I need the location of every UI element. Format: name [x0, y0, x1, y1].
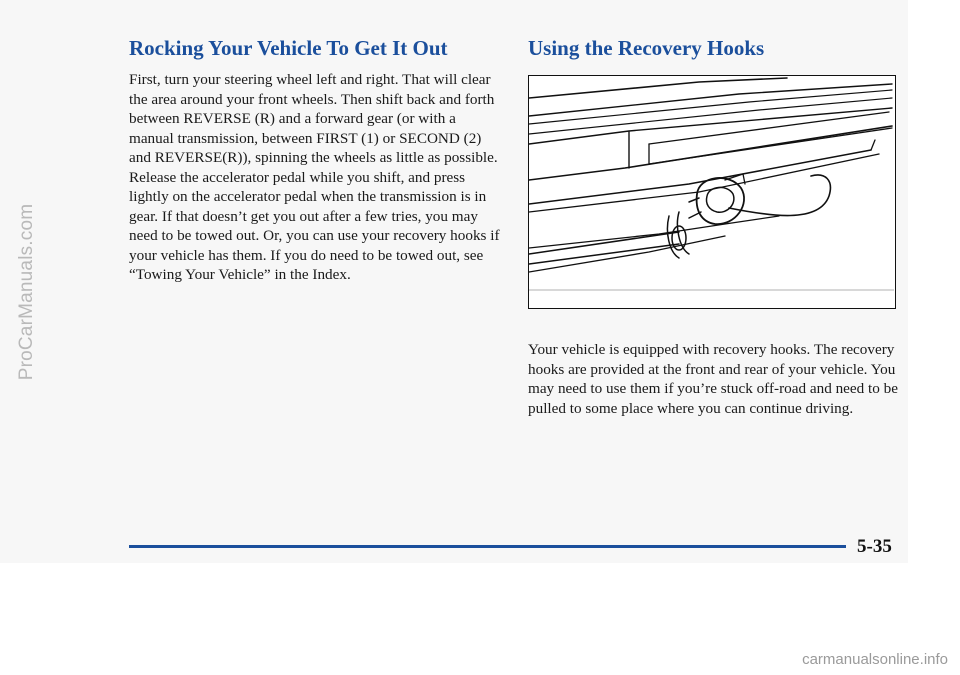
page-number: 5-35 — [857, 536, 892, 557]
side-watermark: ProCarManuals.com — [16, 203, 37, 381]
recovery-hooks-heading: Using the Recovery Hooks — [528, 36, 765, 60]
rocking-vehicle-text: First, turn your steering wheel left and right. That will clear the area around your front wheels. Then shift back and forth between REVERSE (R) and a forward gear (or with a manual transmission, between FIRST (1) or SECOND (2) and REVERSE(R)), spinning the wheels as little as possible. Release the accelerator pedal while you shift, and press lightly on the accelerator pedal when the transmission is in gear. If that doesn’t get you out after a few tries, you may need to be towed out. Or, you can use your recovery hooks if your vehicle has them. If you do need to be towed out, see “Towing Your Vehicle” in the Index. — [129, 71, 500, 283]
recovery-hooks-text: Your vehicle is equipped with recovery hooks. The recovery hooks are provided at the front and rear of your vehicle. You may need to use them if you’re stuck off-road and need to be pulled to some place where you can continue driving. — [528, 341, 899, 417]
rocking-vehicle-heading: Rocking Your Vehicle To Get It Out — [129, 36, 448, 60]
recovery-hook-drawing — [529, 76, 894, 307]
recovery-hook-illustration — [528, 75, 896, 309]
footer-watermark: carmanualsonline.info — [802, 651, 948, 668]
footer-rule — [129, 545, 846, 548]
